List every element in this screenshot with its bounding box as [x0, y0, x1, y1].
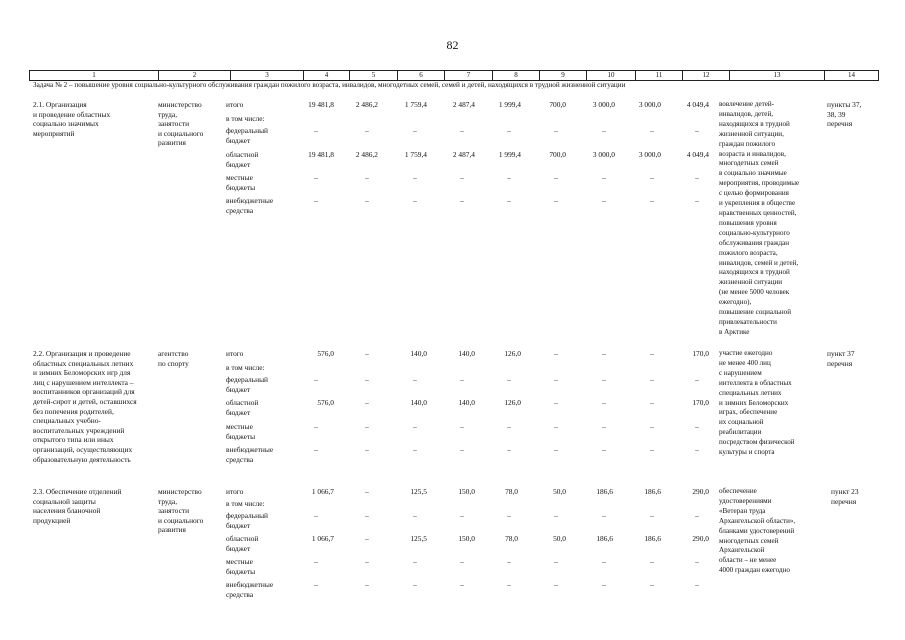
column-header: 13 [730, 71, 825, 80]
value-cell: – [602, 422, 606, 431]
value-cell: – [554, 422, 558, 431]
value-cell: 78,0 [505, 487, 518, 496]
value-cell: – [413, 422, 417, 431]
value-cell: 186,6 [644, 487, 661, 496]
funding-label: федеральный бюджет [226, 375, 268, 394]
value-cell: – [314, 375, 318, 384]
funding-label: итого [226, 349, 244, 358]
value-cell: – [365, 349, 369, 358]
value-cell: 2 487,4 [452, 150, 475, 159]
value-cell: 1 066,7 [311, 534, 334, 543]
value-cell: – [507, 511, 511, 520]
value-cell: – [507, 126, 511, 135]
value-cell: – [365, 126, 369, 135]
column-header: 4 [304, 71, 350, 80]
row-reference: пункт 37 перечня [827, 349, 855, 368]
value-cell: – [460, 173, 464, 182]
value-cell: – [602, 349, 606, 358]
value-cell: 1 759,4 [404, 100, 427, 109]
value-cell: – [695, 196, 699, 205]
value-cell: – [695, 375, 699, 384]
funding-label: федеральный бюджет [226, 511, 268, 530]
value-cell: – [413, 557, 417, 566]
value-cell: – [413, 173, 417, 182]
value-cell: 1 066,7 [311, 487, 334, 496]
page-number: 82 [446, 38, 459, 52]
value-cell: – [650, 422, 654, 431]
value-cell: 125,5 [410, 534, 427, 543]
value-cell: – [507, 173, 511, 182]
value-cell: 700,0 [549, 100, 566, 109]
value-cell: 50,0 [553, 534, 566, 543]
value-cell: – [650, 580, 654, 589]
funding-label: местные бюджеты [226, 422, 256, 441]
value-cell: 140,0 [458, 398, 475, 407]
value-cell: – [413, 375, 417, 384]
funding-label: областной бюджет [226, 534, 259, 553]
funding-label: внебюджетные средства [226, 445, 274, 464]
value-cell: 19 481,8 [308, 150, 334, 159]
value-cell: 186,6 [596, 534, 613, 543]
value-cell: 126,0 [504, 398, 521, 407]
funding-label: в том числе: [226, 499, 265, 508]
funding-label: в том числе: [226, 114, 265, 123]
value-cell: 140,0 [410, 349, 427, 358]
value-cell: – [314, 126, 318, 135]
column-header: 8 [493, 71, 540, 80]
value-cell: – [695, 126, 699, 135]
column-header: 10 [587, 71, 636, 80]
column-header: 3 [231, 71, 304, 80]
column-header-row [29, 70, 879, 81]
value-cell: 3 000,0 [638, 150, 661, 159]
value-cell: – [650, 375, 654, 384]
value-cell: 290,0 [692, 534, 709, 543]
value-cell: – [554, 445, 558, 454]
value-cell: – [460, 126, 464, 135]
value-cell: – [507, 445, 511, 454]
value-cell: – [413, 445, 417, 454]
column-header: 2 [159, 71, 231, 80]
value-cell: – [365, 511, 369, 520]
value-cell: 3 000,0 [592, 100, 615, 109]
value-cell: – [460, 580, 464, 589]
value-cell: – [314, 422, 318, 431]
value-cell: 1 999,4 [498, 100, 521, 109]
value-cell: 78,0 [505, 534, 518, 543]
value-cell: – [413, 196, 417, 205]
funding-label: местные бюджеты [226, 173, 256, 192]
value-cell: – [314, 557, 318, 566]
value-cell: – [650, 349, 654, 358]
value-cell: 1 759,4 [404, 150, 427, 159]
value-cell: – [314, 580, 318, 589]
value-cell: – [365, 580, 369, 589]
value-cell: 576,0 [317, 398, 334, 407]
value-cell: 3 000,0 [638, 100, 661, 109]
value-cell: – [650, 445, 654, 454]
value-cell: – [554, 580, 558, 589]
value-cell: – [413, 511, 417, 520]
task-title: Задача № 2 – повышение уровня социально-культурного обслуживания граждан пожилого возраста, инвалидов, многодетных семей, семей и детей, находящихся в трудной жизненной ситуации [33, 81, 626, 89]
value-cell: – [365, 398, 369, 407]
value-cell: 290,0 [692, 487, 709, 496]
value-cell: – [602, 580, 606, 589]
value-cell: – [365, 445, 369, 454]
value-cell: 2 487,4 [452, 100, 475, 109]
column-header: 7 [445, 71, 493, 80]
value-cell: – [365, 534, 369, 543]
value-cell: 50,0 [553, 487, 566, 496]
value-cell: – [602, 375, 606, 384]
value-cell: – [650, 511, 654, 520]
value-cell: – [554, 398, 558, 407]
value-cell: – [650, 173, 654, 182]
value-cell: – [507, 422, 511, 431]
funding-label: внебюджетные средства [226, 196, 274, 215]
value-cell: 186,6 [596, 487, 613, 496]
value-cell: – [602, 173, 606, 182]
funding-label: внебюджетные средства [226, 580, 274, 599]
value-cell: – [602, 511, 606, 520]
row-result: обеспечение удостоверениями «Ветеран труда Архангельской области», бланками удостоверений многодетных семей Архангельской области – не менее 4000 граждан ежегодно [719, 487, 796, 575]
value-cell: – [602, 126, 606, 135]
column-header: 14 [848, 71, 855, 79]
value-cell: – [460, 422, 464, 431]
value-cell: 700,0 [549, 150, 566, 159]
value-cell: – [365, 557, 369, 566]
value-cell: – [650, 398, 654, 407]
value-cell: – [554, 511, 558, 520]
value-cell: – [507, 196, 511, 205]
value-cell: – [695, 511, 699, 520]
funding-label: федеральный бюджет [226, 126, 268, 145]
value-cell: 125,5 [410, 487, 427, 496]
value-cell: 4 049,4 [686, 100, 709, 109]
value-cell: 4 049,4 [686, 150, 709, 159]
value-cell: – [695, 173, 699, 182]
funding-label: итого [226, 487, 244, 496]
value-cell: – [314, 173, 318, 182]
value-cell: – [602, 196, 606, 205]
value-cell: 170,0 [692, 398, 709, 407]
funding-label: местные бюджеты [226, 557, 256, 576]
value-cell: – [507, 375, 511, 384]
row-executor: министерство труда, занятости и социального развития [158, 487, 204, 535]
value-cell: – [507, 557, 511, 566]
value-cell: – [650, 126, 654, 135]
value-cell: – [460, 445, 464, 454]
value-cell: – [695, 557, 699, 566]
value-cell: – [650, 196, 654, 205]
value-cell: – [460, 375, 464, 384]
value-cell: 150,0 [458, 487, 475, 496]
value-cell: – [314, 196, 318, 205]
value-cell: – [554, 126, 558, 135]
value-cell: 170,0 [692, 349, 709, 358]
value-cell: – [460, 511, 464, 520]
row-title: 2.2. Организация и проведение областных специальных летних и зимних Беломорских игр для лиц с нарушением интеллекта – воспитанников организаций для детей-сирот и детей, оставшихся без попечения родителей, специальных учебно- воспитательных учреждений открытого типа или иных организаций, осуществляющих образовательную деятельность [33, 349, 137, 464]
value-cell: – [602, 445, 606, 454]
value-cell: 1 999,4 [498, 150, 521, 159]
column-header: 5 [350, 71, 398, 80]
row-executor: агентство по спорту [158, 349, 189, 368]
value-cell: 19 481,8 [308, 100, 334, 109]
value-cell: – [507, 580, 511, 589]
value-cell: 576,0 [317, 349, 334, 358]
row-reference: пункт 23 перечня [831, 487, 859, 506]
value-cell: – [365, 375, 369, 384]
value-cell: – [554, 173, 558, 182]
value-cell: 2 486,2 [355, 100, 378, 109]
column-header: 12 [683, 71, 730, 80]
value-cell: – [695, 580, 699, 589]
funding-label: областной бюджет [226, 398, 259, 417]
row-executor: министерство труда, занятости и социального развития [158, 100, 204, 148]
value-cell: – [650, 557, 654, 566]
value-cell: – [460, 196, 464, 205]
value-cell: – [365, 487, 369, 496]
column-header: 1 [30, 71, 159, 80]
row-result: вовлечение детей- инвалидов, детей, находящихся в трудной жизненной ситуации, граждан пожилого возраста и инвалидов, многодетных семей в социально значимые мероприятия, проводимые с целью формирования и укрепления в обществе нравственных ценностей, повышения уровня социально-культурного обслуживания граждан пожилого возраста, инвалидов, семей и детей, находящихся в трудной жизненной ситуации (не менее 5000 человек ежегодно), повышение социальной привлекательности в Арктике [719, 100, 800, 336]
value-cell: – [602, 398, 606, 407]
value-cell: – [460, 557, 464, 566]
value-cell: – [413, 580, 417, 589]
value-cell: 140,0 [410, 398, 427, 407]
funding-label: в том числе: [226, 363, 265, 372]
row-title: 2.1. Организация и проведение областных социально значимых мероприятий [33, 100, 111, 138]
value-cell: 186,6 [644, 534, 661, 543]
value-cell: 3 000,0 [592, 150, 615, 159]
value-cell: 150,0 [458, 534, 475, 543]
value-cell: – [695, 422, 699, 431]
value-cell: – [365, 196, 369, 205]
funding-label: итого [226, 100, 244, 109]
value-cell: – [365, 173, 369, 182]
value-cell: – [413, 126, 417, 135]
value-cell: – [554, 375, 558, 384]
value-cell: 126,0 [504, 349, 521, 358]
value-cell: – [602, 557, 606, 566]
value-cell: – [695, 445, 699, 454]
column-header: 11 [636, 71, 683, 80]
value-cell: – [314, 511, 318, 520]
row-reference: пункты 37, 38, 39 перечня [827, 100, 862, 129]
funding-label: областной бюджет [226, 150, 259, 169]
value-cell: 2 486,2 [355, 150, 378, 159]
row-result: участие ежегодно не менее 400 лиц с нарушением интеллекта в областных специальных летних и зимних Беломорских играх, обеспечение их социальной реабилитации посредством физической культуры и спорта [719, 349, 795, 457]
value-cell: – [554, 557, 558, 566]
column-header: 9 [540, 71, 587, 80]
value-cell: – [554, 349, 558, 358]
column-header: 6 [398, 71, 445, 80]
value-cell: – [314, 445, 318, 454]
value-cell: 140,0 [458, 349, 475, 358]
value-cell: – [365, 422, 369, 431]
row-title: 2.3. Обеспечение отделений социальной защиты населения бланочной продукцией [33, 487, 122, 525]
value-cell: – [554, 196, 558, 205]
